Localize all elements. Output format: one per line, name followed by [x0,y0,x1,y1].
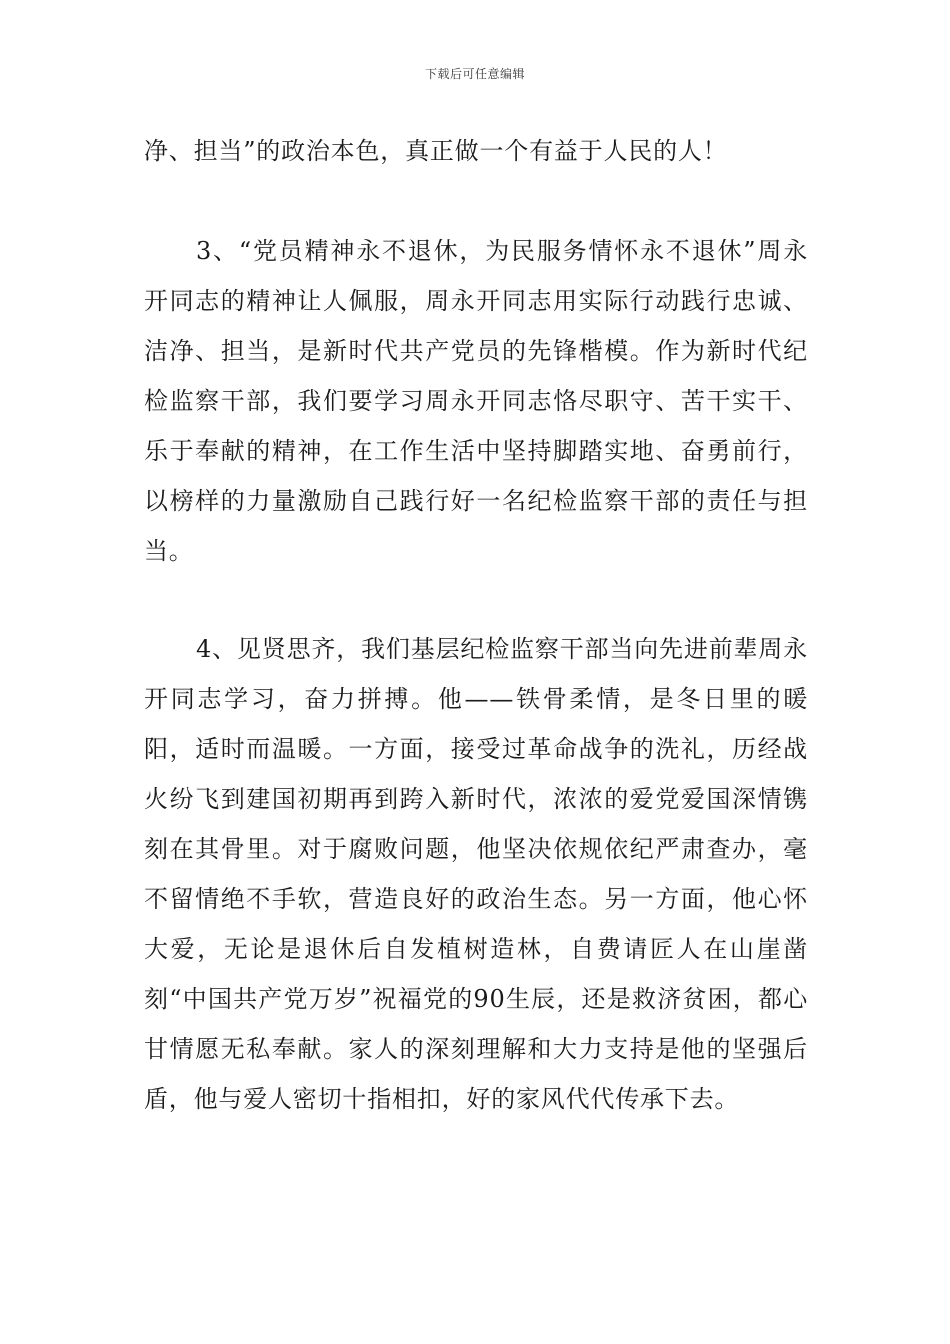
paragraph-3: 3、“党员精神永不退休，为民服务情怀永不退休”周永开同志的精神让人佩服，周永开同志用实际行动践行忠诚、洁净、担当，是新时代共产党员的先锋楷模。作为新时代纪检监察干部，我们要学习周永开同志恪尽职守、苦干实干、乐于奉献的精神，在工作生活中坚持脚踏实地、奋勇前行，以榜样的力量激励自己践行好一名纪检监察干部的责任与担当。 [144,237,808,565]
paragraph-4: 4、见贤思齐，我们基层纪检监察干部当向先进前辈周永开同志学习，奋力拼搏。他——铁骨柔情，是冬日里的暖阳，适时而温暖。一方面，接受过革命战争的洗礼，历经战火纷飞到建国初期再到跨入新时代，浓浓的爱党爱国深情镌刻在其骨里。对于腐败问题，他坚决依规依纪严肃查办，毫不留情绝不手软，营造良好的政治生态。另一方面，他心怀大爱，无论是退休后自发植树造林，自费请匠人在山崖凿刻“中国共产党万岁”祝福党的90生辰，还是救济贫困，都心甘情愿无私奉献。家人的深刻理解和大力支持是他的坚强后盾，他与爱人密切十指相扣，好的家风代代传承下去。 [144,635,808,1113]
header-note: 下载后可任意编辑 [424,67,525,81]
carry-over-line: 净、担当”的政治本色，真正做一个有益于人民的人！ [144,137,728,165]
